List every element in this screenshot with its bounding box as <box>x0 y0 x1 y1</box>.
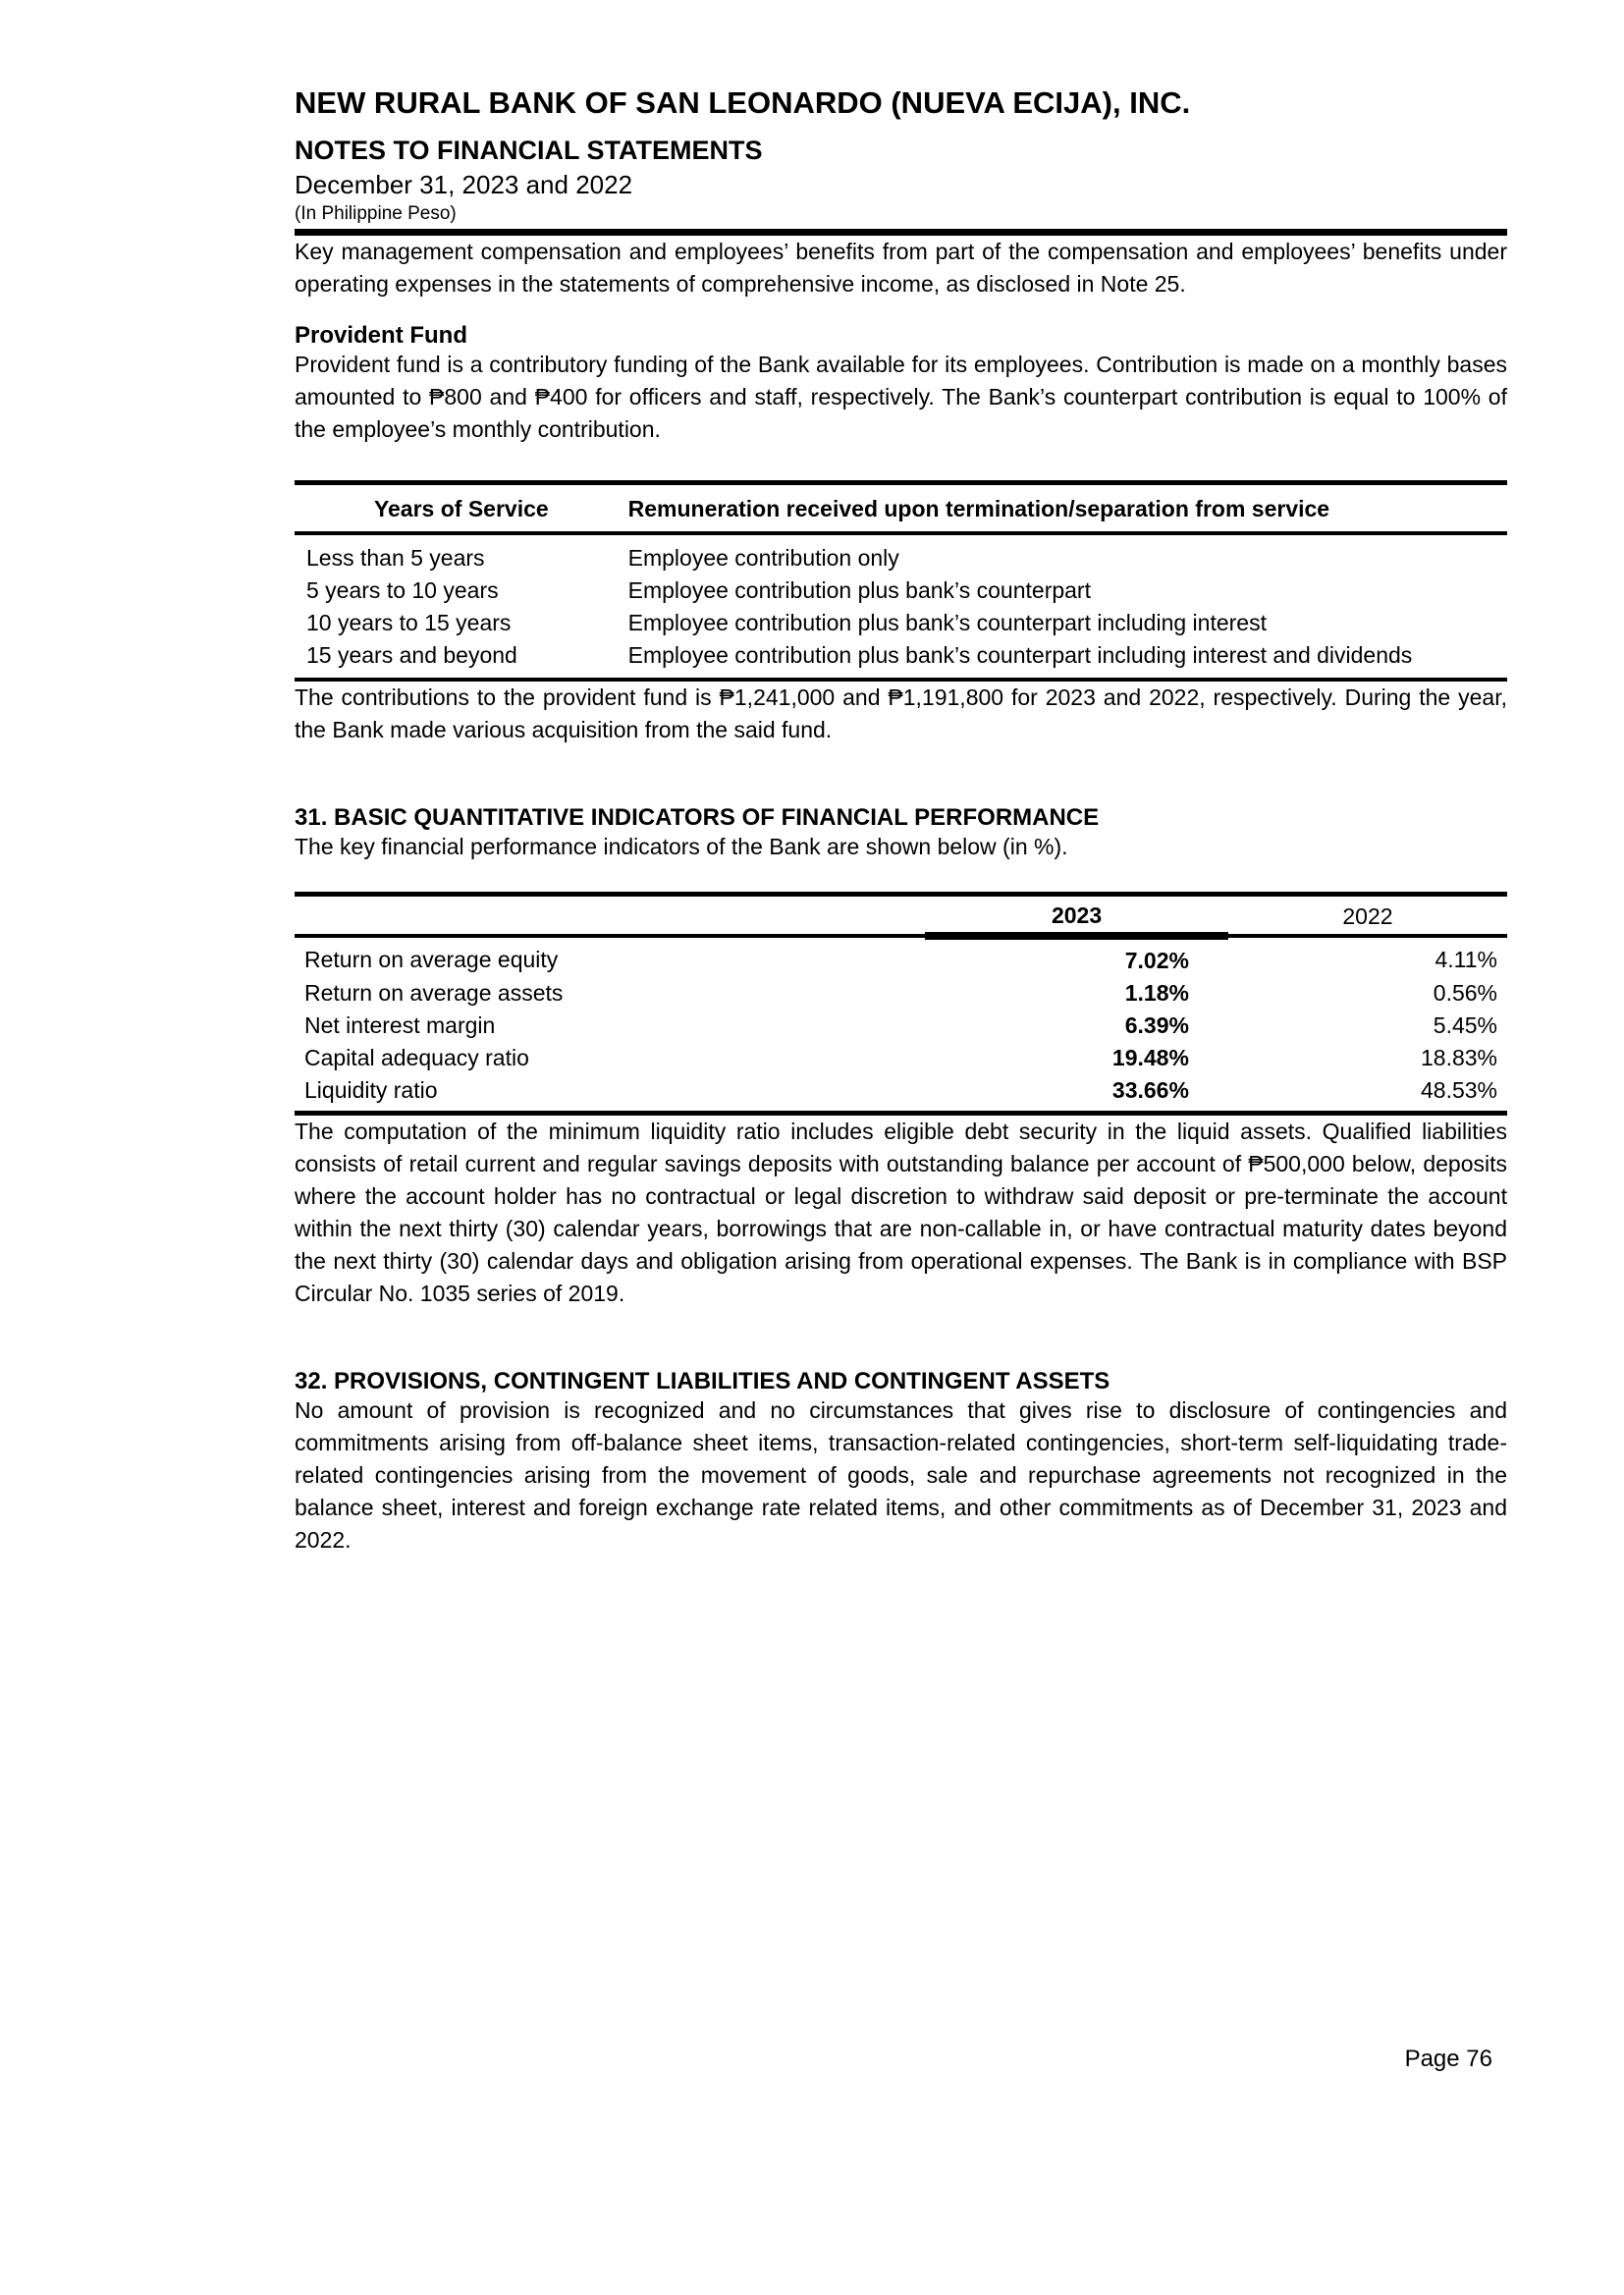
kpi-2023-cell: 19.48% <box>1111 1045 1189 1070</box>
years-cell: Less than 5 years <box>306 545 485 571</box>
table-row <box>295 607 1507 639</box>
bank-name: NEW RURAL BANK OF SAN LEONARDO (NUEVA ECIJA), INC. <box>295 85 1191 120</box>
kpi-label-cell: Net interest margin <box>304 1012 496 1038</box>
table-row <box>295 1010 1507 1042</box>
table-row <box>295 574 1507 607</box>
page-content <box>295 86 1507 1557</box>
remuneration-cell: Employee contribution plus bank’s counterpart including interest <box>627 610 1267 635</box>
header-rule <box>295 229 1507 236</box>
years-cell: 5 years to 10 years <box>306 577 499 603</box>
intro-paragraph: Key management compensation and employees’ benefits from part of the compensation and employees’ benefits under operating expenses in the statements of comprehensive income, as disclosed in Note 25. <box>295 239 1507 297</box>
provident-table <box>295 480 1507 682</box>
kpi-header-blank <box>295 895 925 937</box>
kpi-2022-cell: 5.45% <box>1433 1012 1497 1038</box>
kpi-label-cell: Liquidity ratio <box>304 1077 438 1103</box>
table-header-row <box>295 895 1507 937</box>
performance-table <box>295 892 1507 1116</box>
table-row <box>295 936 1507 977</box>
kpi-label-cell: Return on average assets <box>304 980 564 1006</box>
currency-note: (In Philippine Peso) <box>295 203 457 224</box>
years-cell: 15 years and beyond <box>306 642 517 668</box>
kpi-2022-cell: 4.11% <box>1435 947 1497 972</box>
kpi-2022-cell: 48.53% <box>1420 1077 1497 1103</box>
contributions-paragraph: The contributions to the provident fund is ₱1,241,000 and ₱1,191,800 for 2023 and 2022, respectively. During the year, the Bank made various acquisition from the said fund. <box>295 684 1507 742</box>
kpi-label-cell: Return on average equity <box>304 947 559 972</box>
kpi-2023-cell: 33.66% <box>1111 1077 1189 1103</box>
remuneration-cell: Employee contribution plus bank’s counterpart including interest and dividends <box>627 642 1413 668</box>
kpi-header-2023: 2023 <box>925 895 1228 937</box>
table-header-row <box>295 483 1507 534</box>
provident-header-remuneration: Remuneration received upon termination/separation from service <box>628 483 1507 534</box>
kpi-2023-cell: 6.39% <box>1124 1012 1189 1038</box>
kpi-2022-cell: 18.83% <box>1420 1045 1497 1070</box>
table-row <box>295 1042 1507 1074</box>
table-row <box>295 533 1507 574</box>
note31-intro: The key financial performance indicators of the Bank are shown below (in %). <box>295 834 1068 859</box>
note32-paragraph: No amount of provision is recognized and no circumstances that gives rise to disclosure of contingencies and commitments arising from off-balance sheet items, transaction-related contingencies, short-term self-liquidating trade- related contingencies arising from the movement of goods, sale and repurchase agreements not recognized in the balance sheet, interest and foreign exchange rate related items, and other commitments as of December 31, 2023 and 2022. <box>295 1397 1507 1553</box>
kpi-2022-cell: 0.56% <box>1433 980 1497 1006</box>
remuneration-cell: Employee contribution only <box>627 545 899 571</box>
note31-heading: 31. BASIC QUANTITATIVE INDICATORS OF FINANCIAL PERFORMANCE <box>295 804 1100 831</box>
table-row <box>295 977 1507 1010</box>
years-cell: 10 years to 15 years <box>306 610 512 635</box>
kpi-header-2022: 2022 <box>1228 895 1507 937</box>
kpi-2023-cell: 1.18% <box>1124 980 1189 1006</box>
date-line: December 31, 2023 and 2022 <box>295 170 633 199</box>
kpi-label-cell: Capital adequacy ratio <box>304 1045 529 1070</box>
kpi-2023-cell: 7.02% <box>1124 948 1189 973</box>
note32-heading: 32. PROVISIONS, CONTINGENT LIABILITIES AND CONTINGENT ASSETS <box>295 1368 1110 1394</box>
doc-title: NOTES TO FINANCIAL STATEMENTS <box>295 136 763 165</box>
provident-fund-heading: Provident Fund <box>295 322 467 349</box>
document-header <box>295 86 1507 236</box>
note31-closing-paragraph: The computation of the minimum liquidity ratio includes eligible debt security in the liquid assets. Qualified liabilities consists of retail current and regular savings deposits with outstanding balance per account of ₱500,000 below, deposits where the account holder has no contractual or legal discretion to withdraw said deposit or pre-terminate the account within the next thirty (30) calendar years, borrowings that are non-callable in, or have contractual maturity dates beyond the next thirty (30) calendar days and obligation arising from operational expenses. The Bank is in compliance with BSP Circular No. 1035 series of 2019. <box>295 1119 1507 1306</box>
table-row <box>295 1074 1507 1114</box>
table-row <box>295 639 1507 680</box>
provident-header-years: Years of Service <box>295 483 628 534</box>
page-number: Page 76 <box>1404 2046 1492 2072</box>
provident-paragraph: Provident fund is a contributory funding of the Bank available for its employees. Contribution is made on a monthly bases amounted to ₱800 and ₱400 for officers and staff, respectively. The Bank’s counterpart contribution is equal to 100% of the employee’s monthly contribution. <box>295 352 1507 442</box>
remuneration-cell: Employee contribution plus bank’s counterpart <box>627 577 1091 603</box>
